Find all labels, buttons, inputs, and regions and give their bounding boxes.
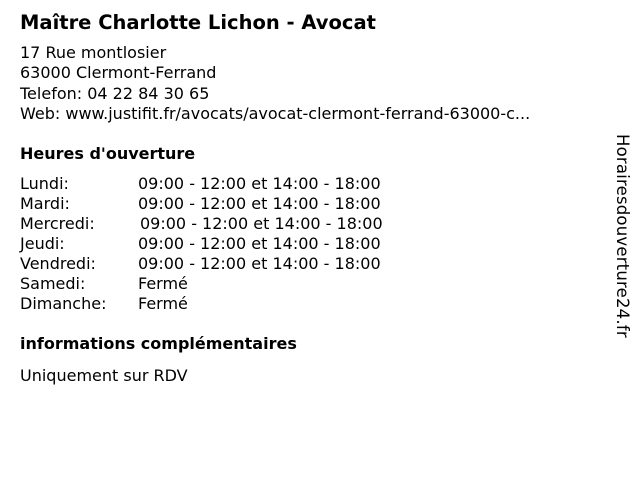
website-link[interactable]: Web: www.justifit.fr/avocats/avocat-clermont-ferrand-63000-c... xyxy=(20,103,531,123)
day-label: Samedi: xyxy=(20,274,86,293)
hours-row-saturday xyxy=(20,274,460,294)
time-value: 09:00 - 12:00 et 14:00 - 18:00 xyxy=(138,234,381,253)
day-label: Mardi: xyxy=(20,194,70,213)
day-label: Jeudi: xyxy=(20,234,65,253)
hours-row-thursday xyxy=(20,234,460,254)
day-label: Vendredi: xyxy=(20,254,96,273)
time-value: Fermé xyxy=(138,274,188,293)
hours-row-tuesday xyxy=(20,194,460,214)
phone-number: Telefon: 04 22 84 30 65 xyxy=(20,83,210,103)
site-brand-vertical: Horairesdouverture24.fr xyxy=(613,134,632,338)
address-city: 63000 Clermont-Ferrand xyxy=(20,63,217,83)
opening-hours-table xyxy=(20,174,460,314)
address-street: 17 Rue montlosier xyxy=(20,43,167,62)
info-text: Uniquement sur RDV xyxy=(20,366,188,385)
hours-row-monday xyxy=(20,174,460,194)
hours-row-friday xyxy=(20,254,460,274)
hours-heading: Heures d'ouverture xyxy=(20,144,196,163)
time-value: 09:00 - 12:00 et 14:00 - 18:00 xyxy=(138,194,381,213)
hours-row-wednesday xyxy=(20,214,460,234)
page-title: Maître Charlotte Lichon - Avocat xyxy=(20,11,376,34)
info-heading: informations complémentaires xyxy=(20,334,297,353)
time-value: 09:00 - 12:00 et 14:00 - 18:00 xyxy=(140,214,383,233)
day-label: Dimanche: xyxy=(20,294,107,313)
contact-block xyxy=(20,43,530,124)
day-label: Lundi: xyxy=(20,174,69,193)
time-value: 09:00 - 12:00 et 14:00 - 18:00 xyxy=(138,174,381,193)
day-label: Mercredi: xyxy=(20,214,95,233)
time-value: Fermé xyxy=(138,294,188,313)
hours-row-sunday xyxy=(20,294,460,314)
time-value: 09:00 - 12:00 et 14:00 - 18:00 xyxy=(138,254,381,273)
